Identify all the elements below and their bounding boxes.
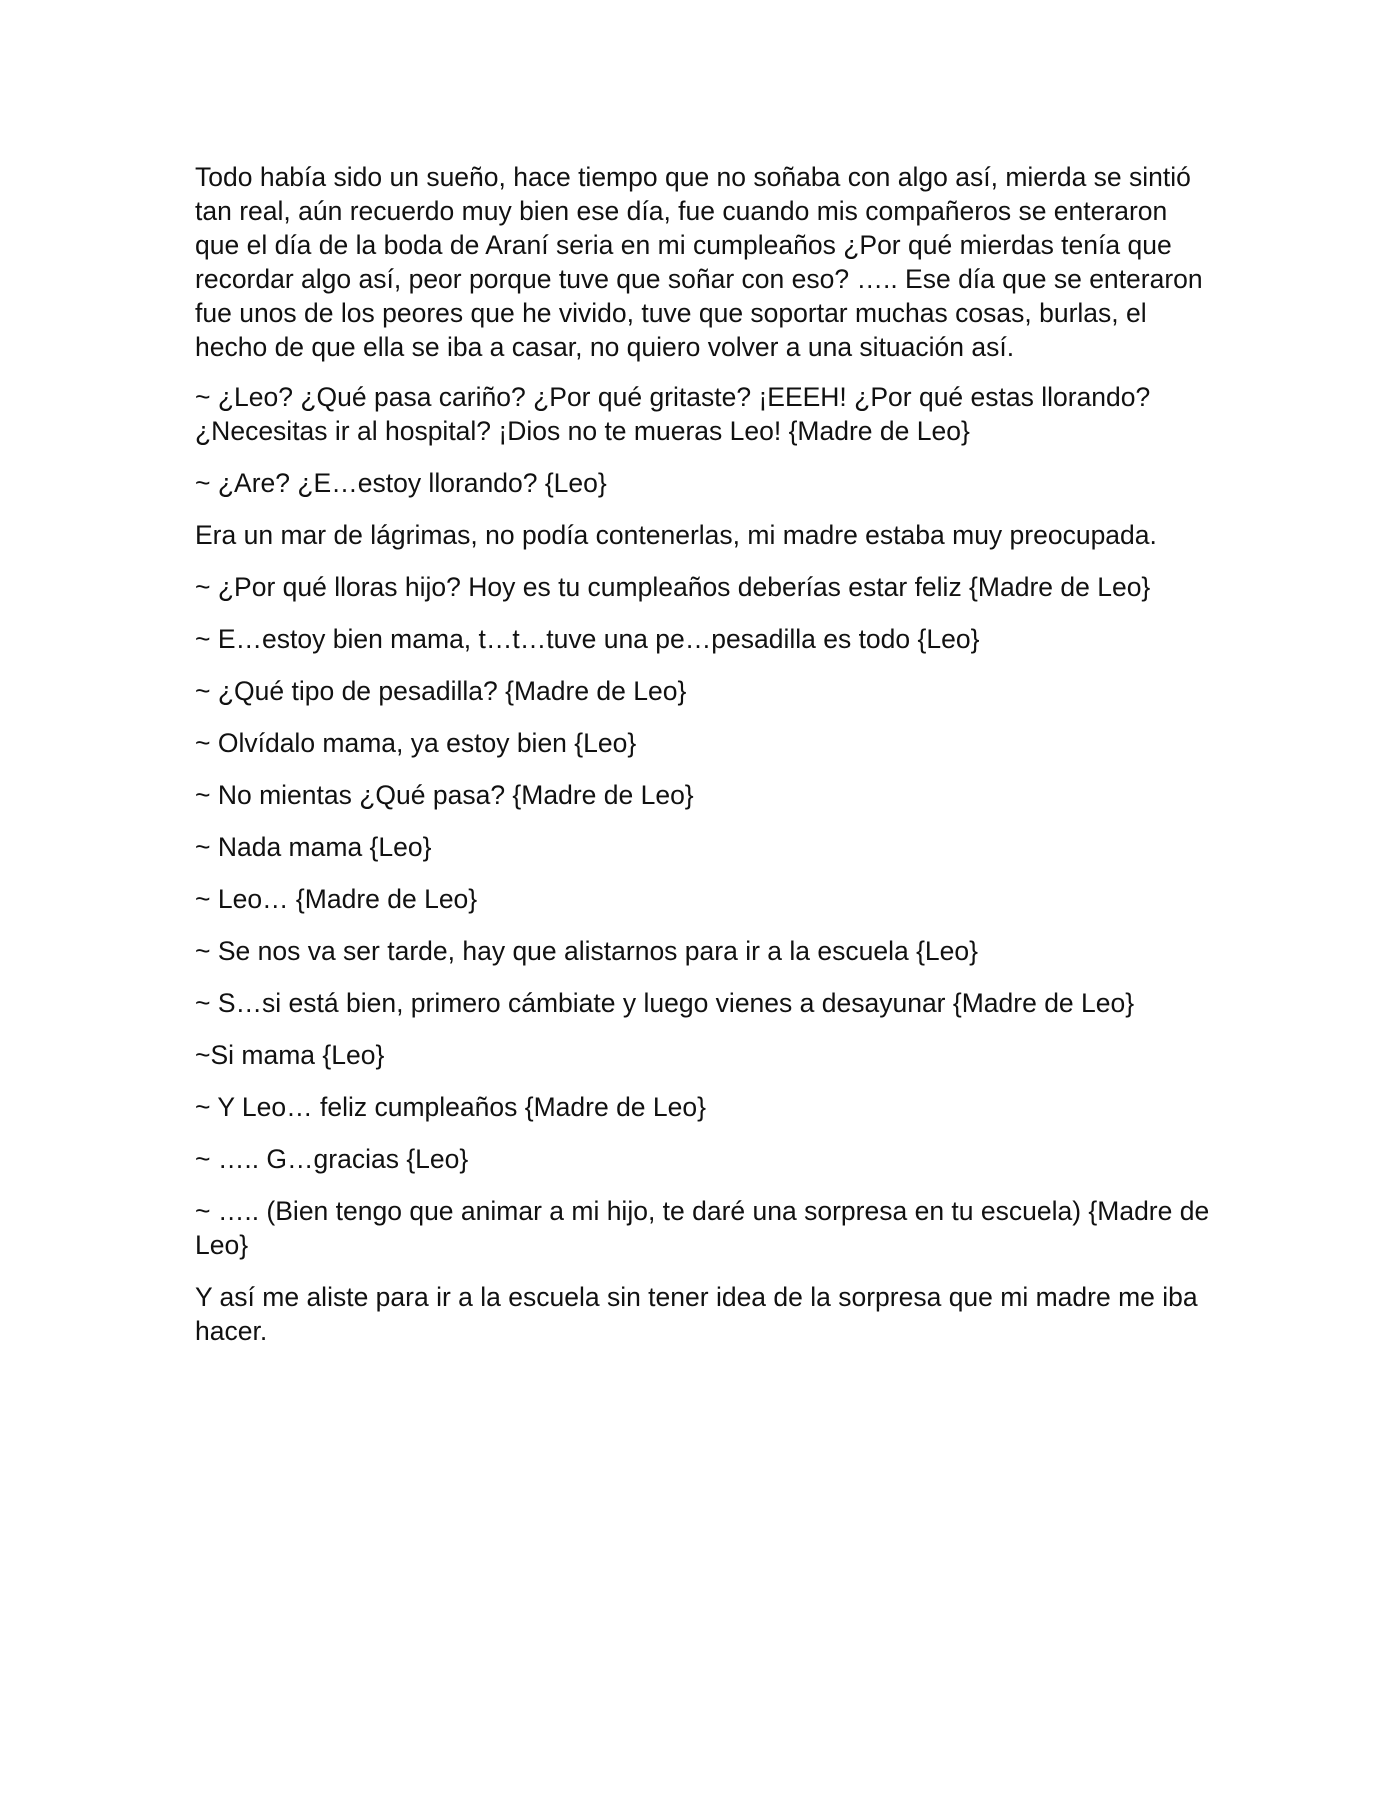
dialogue-line: ~ Olvídalo mama, ya estoy bien {Leo} xyxy=(195,728,637,758)
dialogue-line: ~ ¿Por qué lloras hijo? Hoy es tu cumpleaños deberías estar feliz {Madre de Leo} xyxy=(195,572,1151,602)
dialogue-line: ~ Y Leo… feliz cumpleaños {Madre de Leo} xyxy=(195,1092,706,1122)
closing-paragraph: Y así me aliste para ir a la escuela sin tener idea de la sorpresa que mi madre me iba hacer. xyxy=(195,1282,1198,1346)
dialogue-line: ~ No mientas ¿Qué pasa? {Madre de Leo} xyxy=(195,780,694,810)
dialogue-line: ~ ….. G…gracias {Leo} xyxy=(195,1144,469,1174)
dialogue-line: ~ ¿Leo? ¿Qué pasa cariño? ¿Por qué gritaste? ¡EEEH! ¿Por qué estas llorando? ¿Necesitas ir al hospital? ¡Dios no te mueras Leo! {Madre de Leo} xyxy=(195,382,1151,446)
dialogue-line: ~ ¿Are? ¿E…estoy llorando? {Leo} xyxy=(195,468,607,498)
dialogue-line: ~ Se nos va ser tarde, hay que alistarnos para ir a la escuela {Leo} xyxy=(195,936,978,966)
dialogue-line: ~ Leo… {Madre de Leo} xyxy=(195,884,478,914)
dialogue-line: ~ S…si está bien, primero cámbiate y luego vienes a desayunar {Madre de Leo} xyxy=(195,988,1135,1018)
dialogue-line: ~ ¿Qué tipo de pesadilla? {Madre de Leo} xyxy=(195,676,687,706)
dialogue-line: ~ ….. (Bien tengo que animar a mi hijo, te daré una sorpresa en tu escuela) {Madre de Leo} xyxy=(195,1196,1210,1260)
narration-paragraph: Era un mar de lágrimas, no podía contenerlas, mi madre estaba muy preocupada. xyxy=(195,520,1157,550)
dialogue-line: ~ Nada mama {Leo} xyxy=(195,832,432,862)
dialogue-line: ~Si mama {Leo} xyxy=(195,1040,385,1070)
dialogue-line: ~ E…estoy bien mama, t…t…tuve una pe…pesadilla es todo {Leo} xyxy=(195,624,980,654)
paragraph-intro: Todo había sido un sueño, hace tiempo que no soñaba con algo así, mierda se sintió tan real, aún recuerdo muy bien ese día, fue cuando mis compañeros se enteraron que el día de la boda de Araní seria en mi cumpleaños ¿Por qué mierdas tenía que recordar algo así, peor porque tuve que soñar con eso? ….. Ese día que se enteraron fue unos de los peores que he vivido, tuve que soportar muchas cosas, burlas, el hecho de que ella se iba a casar, no quiero volver a una situación así. xyxy=(195,162,1203,362)
document-page xyxy=(195,160,1215,1366)
